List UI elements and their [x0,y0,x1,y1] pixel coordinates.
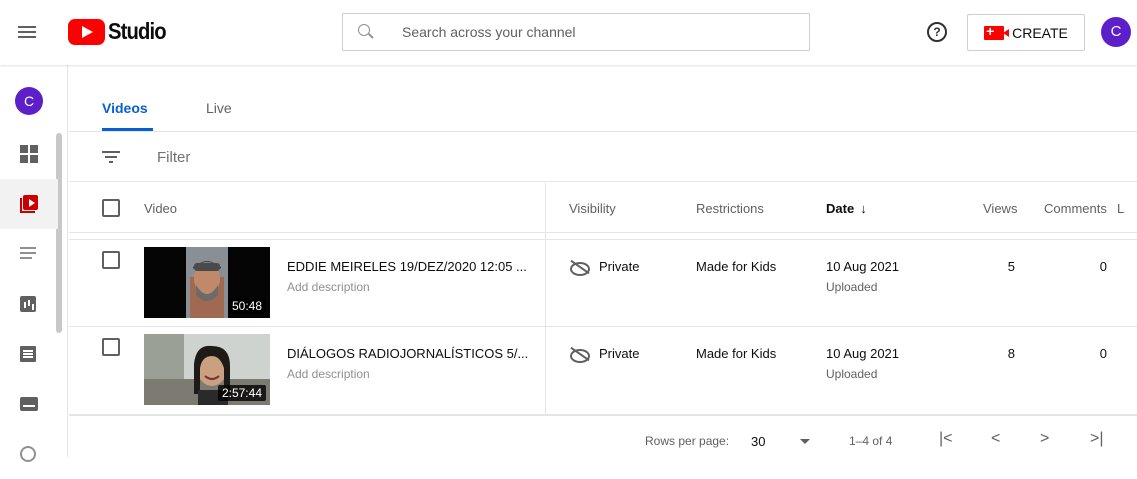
search-box[interactable] [342,13,810,51]
comments-value: 0 [1099,259,1107,274]
video-description[interactable]: Add description [287,367,370,381]
table-row[interactable] [69,239,1137,327]
content-icon [20,195,38,213]
filter-icon[interactable] [102,151,120,166]
video-title[interactable]: EDDIE MEIRELES 19/DEZ/2020 12:05 ... [287,259,527,274]
header-likes[interactable]: L [1117,201,1125,216]
filter-bar[interactable] [69,132,1137,182]
sidebar-item-playlists[interactable] [0,229,58,279]
eye-off-icon [569,260,589,274]
header-views[interactable]: Views [983,201,1018,216]
tab-bar [69,65,1137,132]
video-thumbnail[interactable] [144,247,270,318]
help-icon[interactable]: ? [927,22,947,42]
visibility-value: Private [599,346,640,361]
table-row[interactable] [69,327,1137,415]
tab-live[interactable]: Live [206,100,232,116]
pagination-bar [69,415,1137,457]
sidebar-item-more[interactable] [0,429,58,479]
create-button[interactable] [967,14,1085,51]
dropdown-caret-icon[interactable] [800,439,810,444]
next-page-icon[interactable]: > [1040,430,1050,447]
date-value: 10 Aug 2021 [826,346,900,361]
eye-off-icon [569,347,589,361]
sidebar-item-content[interactable] [0,179,58,229]
page-range: 1–4 of 4 [849,434,893,448]
more-icon [20,446,36,462]
header-date[interactable] [826,201,867,216]
main-content [69,65,1137,457]
comments-icon [20,346,36,362]
visibility-cell[interactable] [569,259,639,274]
visibility-cell[interactable] [569,346,639,361]
create-video-icon [984,26,1004,40]
rows-per-page-label: Rows per page: [645,434,730,448]
menu-icon[interactable] [18,23,40,41]
views-value: 8 [1007,346,1015,361]
video-duration: 2:57:44 [218,385,266,401]
dashboard-icon [20,145,38,163]
last-page-icon[interactable]: >| [1090,430,1104,447]
filter-input[interactable]: Filter [157,149,191,166]
logo-text: Studio [108,18,166,44]
sidebar-item-analytics[interactable] [0,279,58,329]
date-value: 10 Aug 2021 [826,259,900,274]
sort-down-arrow-icon: ↓ [860,201,867,216]
sidebar-item-subtitles[interactable] [0,379,58,429]
subtitles-icon [20,397,38,411]
sidebar [0,65,68,457]
video-thumbnail[interactable] [144,334,270,405]
video-title[interactable]: DIÁLOGOS RADIOJORNALÍSTICOS 5/... [287,346,529,361]
header-video: Video [144,201,178,216]
header-restrictions[interactable]: Restrictions [696,201,764,216]
visibility-value: Private [599,259,640,274]
select-all-checkbox[interactable] [102,199,120,217]
channel-avatar[interactable]: C [15,87,43,115]
sidebar-item-dashboard[interactable] [0,129,58,179]
table-header [69,183,1137,233]
first-page-icon[interactable]: |< [939,430,953,447]
restrictions-value: Made for Kids [696,346,777,361]
youtube-play-icon [68,19,105,45]
active-tab-indicator [102,128,153,131]
video-description[interactable]: Add description [287,280,370,294]
row-checkbox[interactable] [102,338,120,356]
tab-videos[interactable]: Videos [102,100,148,116]
date-status: Uploaded [826,280,878,294]
search-icon [357,23,375,41]
sidebar-item-comments[interactable] [0,329,58,379]
search-input[interactable] [402,24,782,40]
header-visibility[interactable]: Visibility [569,201,616,216]
video-duration: 50:48 [228,298,266,314]
header-comments[interactable]: Comments [1044,201,1107,216]
rows-per-page-select[interactable]: 30 [751,434,766,449]
prev-page-icon[interactable]: < [991,430,1001,447]
header-date-label: Date [826,201,855,216]
date-status: Uploaded [826,367,878,381]
studio-logo[interactable] [68,18,174,45]
views-value: 5 [1007,259,1015,274]
row-checkbox[interactable] [102,251,120,269]
top-bar [0,0,1137,65]
create-label: CREATE [1012,24,1068,41]
analytics-icon [20,296,36,312]
account-avatar[interactable]: C [1101,17,1131,47]
restrictions-value: Made for Kids [696,259,777,274]
comments-value: 0 [1099,346,1107,361]
playlists-icon [20,245,38,263]
